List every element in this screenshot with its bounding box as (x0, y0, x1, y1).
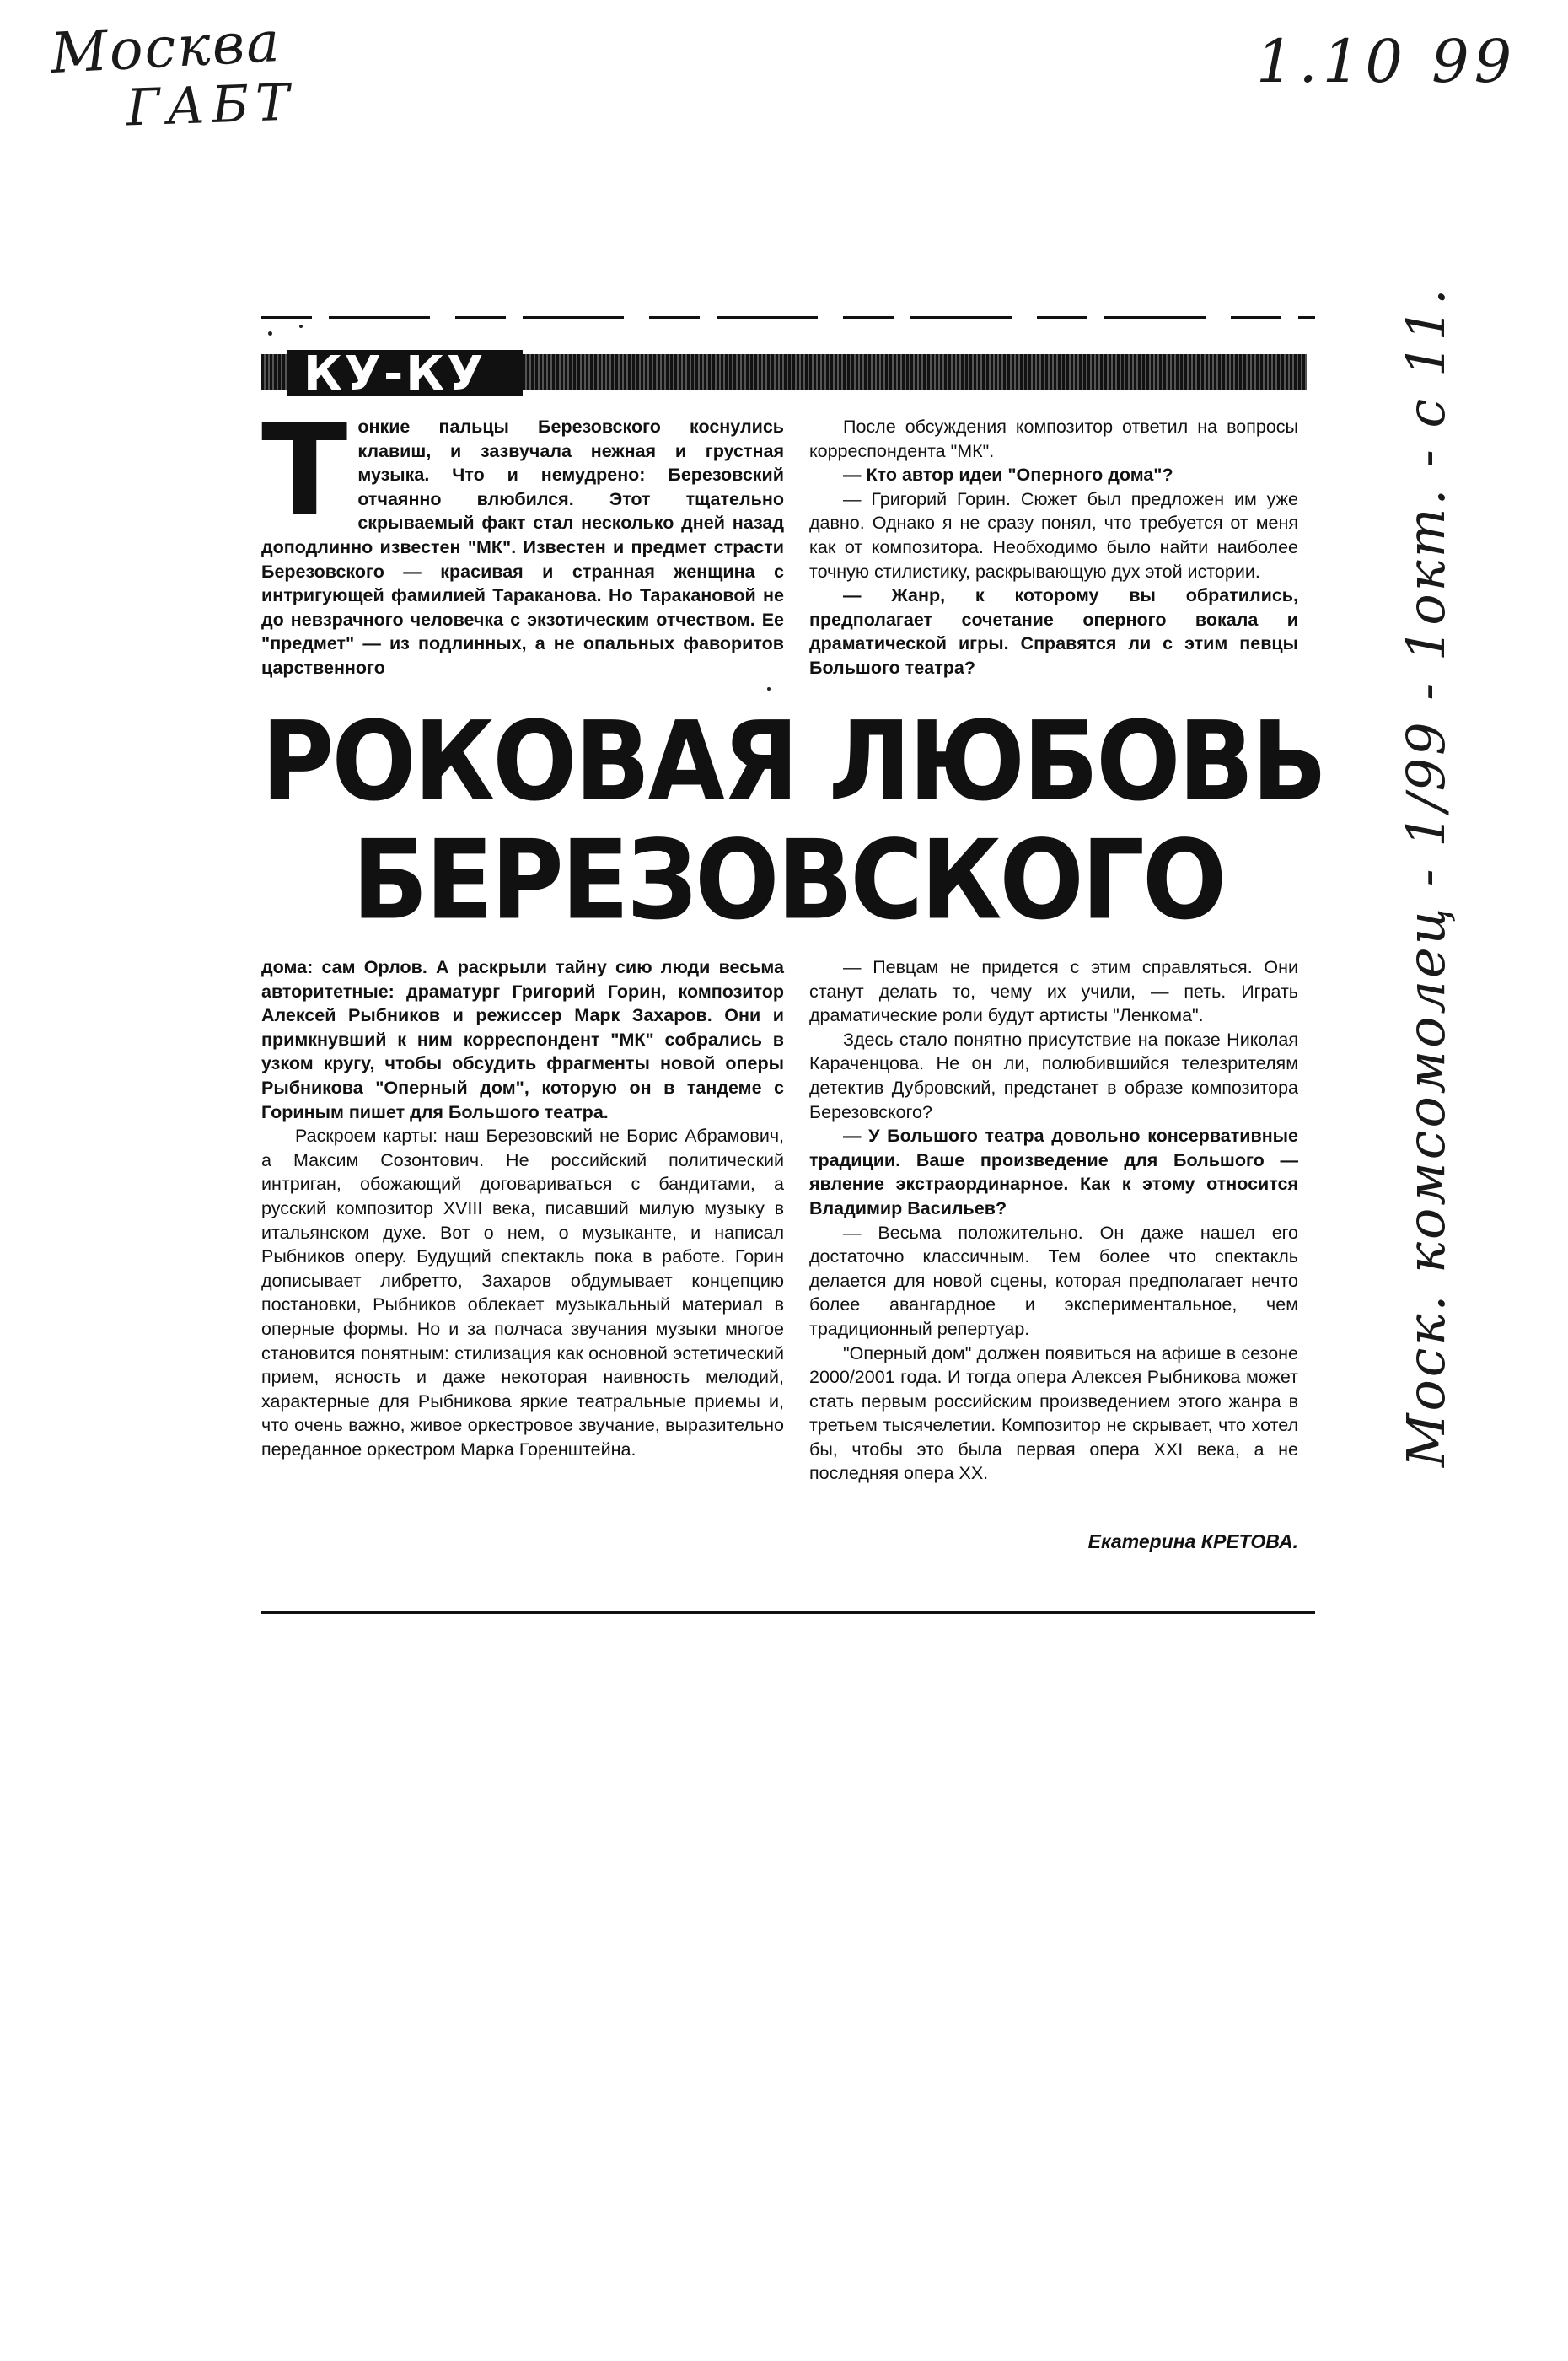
interview-question: — Жанр, к которому вы обратились, предполагает сочетание оперного вокала и драматической игры. Справятся ли с этим певцы Большого театра? (809, 585, 1298, 678)
handwritten-date-note: 1.10 99 (1256, 27, 1517, 96)
headline (261, 696, 1325, 944)
print-speck (767, 687, 771, 691)
interview-question: — У Большого театра довольно консервативные традиции. Ваше произведение для Большого — явление экстраординарное. Как к этому относится Владимир Васильев? (809, 1126, 1298, 1218)
paragraph: — Весьма положительно. Он даже нашел его достаточно классичным. Тем более что спектакль делается для новой сцены, которая предполагает нечто более авангардное и экспериментальное, чем традиционный репертуар. (809, 1222, 1298, 1339)
paragraph: Раскроем карты: наш Березовский не Борис Абрамович, а Максим Созонтович. Не российский политический интриган, обожающий договариваться с бандитами, а русский композитор XVIII века, писавший милую музыку в итальянском духе. Вот о нем, о музыканте, и написал Рыбников оперу. Будущий спектакль пока в работе. Горин дописывает либретто, Захаров обдумывает концепцию постановки, Рыбников облекает музыкальный материал в оперные формы. Но и за полчаса звучания музыки многое становится понятным: стилизация как основной эстетический прием, ясность и даже некоторая наивность мелодий, характерные для Рыбникова яркие театральные приемы и, что очень важно, живое оркестровое звучание, выразительно переданное оркестром Марка Горенштейна. (261, 1126, 784, 1460)
paragraph: Здесь стало понятно присутствие на показе Николая Караченцова. Не он ли, полюбившийся телезрителям детектив Дубровский, предстанет в образе композитора Березовского? (809, 1029, 1298, 1122)
author-signature: Екатерина КРЕТОВА. (1087, 1530, 1298, 1552)
handwritten-city-note: Москва (49, 8, 283, 87)
bottom-rule (261, 1611, 1315, 1614)
paragraph: онкие пальцы Березовского коснулись клавиш, и зазвучала нежная и грустная музыка. Что и немудрено: Березовский отчаянно влюбился. Этот тщательно скрываемый факт стал несколько дней назад доподлинно известен "МК". Известен и предмет страсти Березовского — красивая и странная женщина с интригующей фамилией Тараканова. Но Таракановой не до невзрачного человечка с экзотическим отчеством. Ее "предмет" — из подлинных, а не опальных фаворитов царственного (261, 417, 784, 678)
paragraph: — Григорий Горин. Сюжет был предложен им уже давно. Однако я не сразу понял, что требуется от меня как от композитора. Необходимо было найти наиболее точную стилистику, раскрывающую дух этой истории. (809, 488, 1298, 582)
paragraph: "Оперный дом" должен появиться на афише в сезоне 2000/2001 года. И тогда опера Алексея Рыбникова может стать первым российским произведением этого жанра в третьем тысячелетии. Композитор не скрывает, что хотел бы, чтобы это была первая опера XXI века, а не последняя опера XX. (809, 1342, 1298, 1484)
handwritten-source-note: Моск. комсомолец - 1/99 - 1окт. - с 11. (1395, 286, 1457, 1467)
top-rule (261, 316, 1315, 319)
column-top-left (261, 398, 784, 680)
column-top-right (809, 415, 1298, 680)
drop-cap: Т (261, 398, 348, 545)
print-speck (268, 331, 272, 336)
paragraph: После обсуждения композитор ответил на вопросы корреспондента "МК". (809, 417, 1298, 461)
headline-line-1: РОКОВАЯ ЛЮБОВЬ (261, 696, 1325, 826)
rubric-label: КУ-КУ (303, 347, 486, 401)
newspaper-clipping (261, 316, 1325, 1619)
paragraph: дома: сам Орлов. А раскрыли тайну сию люди весьма авторитетные: драматург Григорий Горин, композитор Алексей Рыбников и режиссер Марк Захаров. Они и примкнувший к ним корреспондент "МК" собрались в узком кругу, чтобы обсудить фрагменты новой оперы Рыбникова "Оперный дом", которую он в тандеме с Гориным пишет для Большого театра. (261, 957, 784, 1122)
print-speck (299, 325, 303, 328)
interview-question: — Кто автор идеи "Оперного дома"? (843, 465, 1173, 486)
handwritten-theatre-note: ГАБТ (125, 73, 298, 138)
paragraph: — Певцам не придется с этим справляться. Они станут делать то, чему их учили, — петь. Играть драматические роли будут артисты "Ленкома". (809, 957, 1298, 1026)
column-bottom-right (809, 955, 1298, 1486)
headline-line-2: БЕРЕЗОВСКОГО (352, 815, 1225, 944)
column-bottom-left (261, 955, 784, 1461)
